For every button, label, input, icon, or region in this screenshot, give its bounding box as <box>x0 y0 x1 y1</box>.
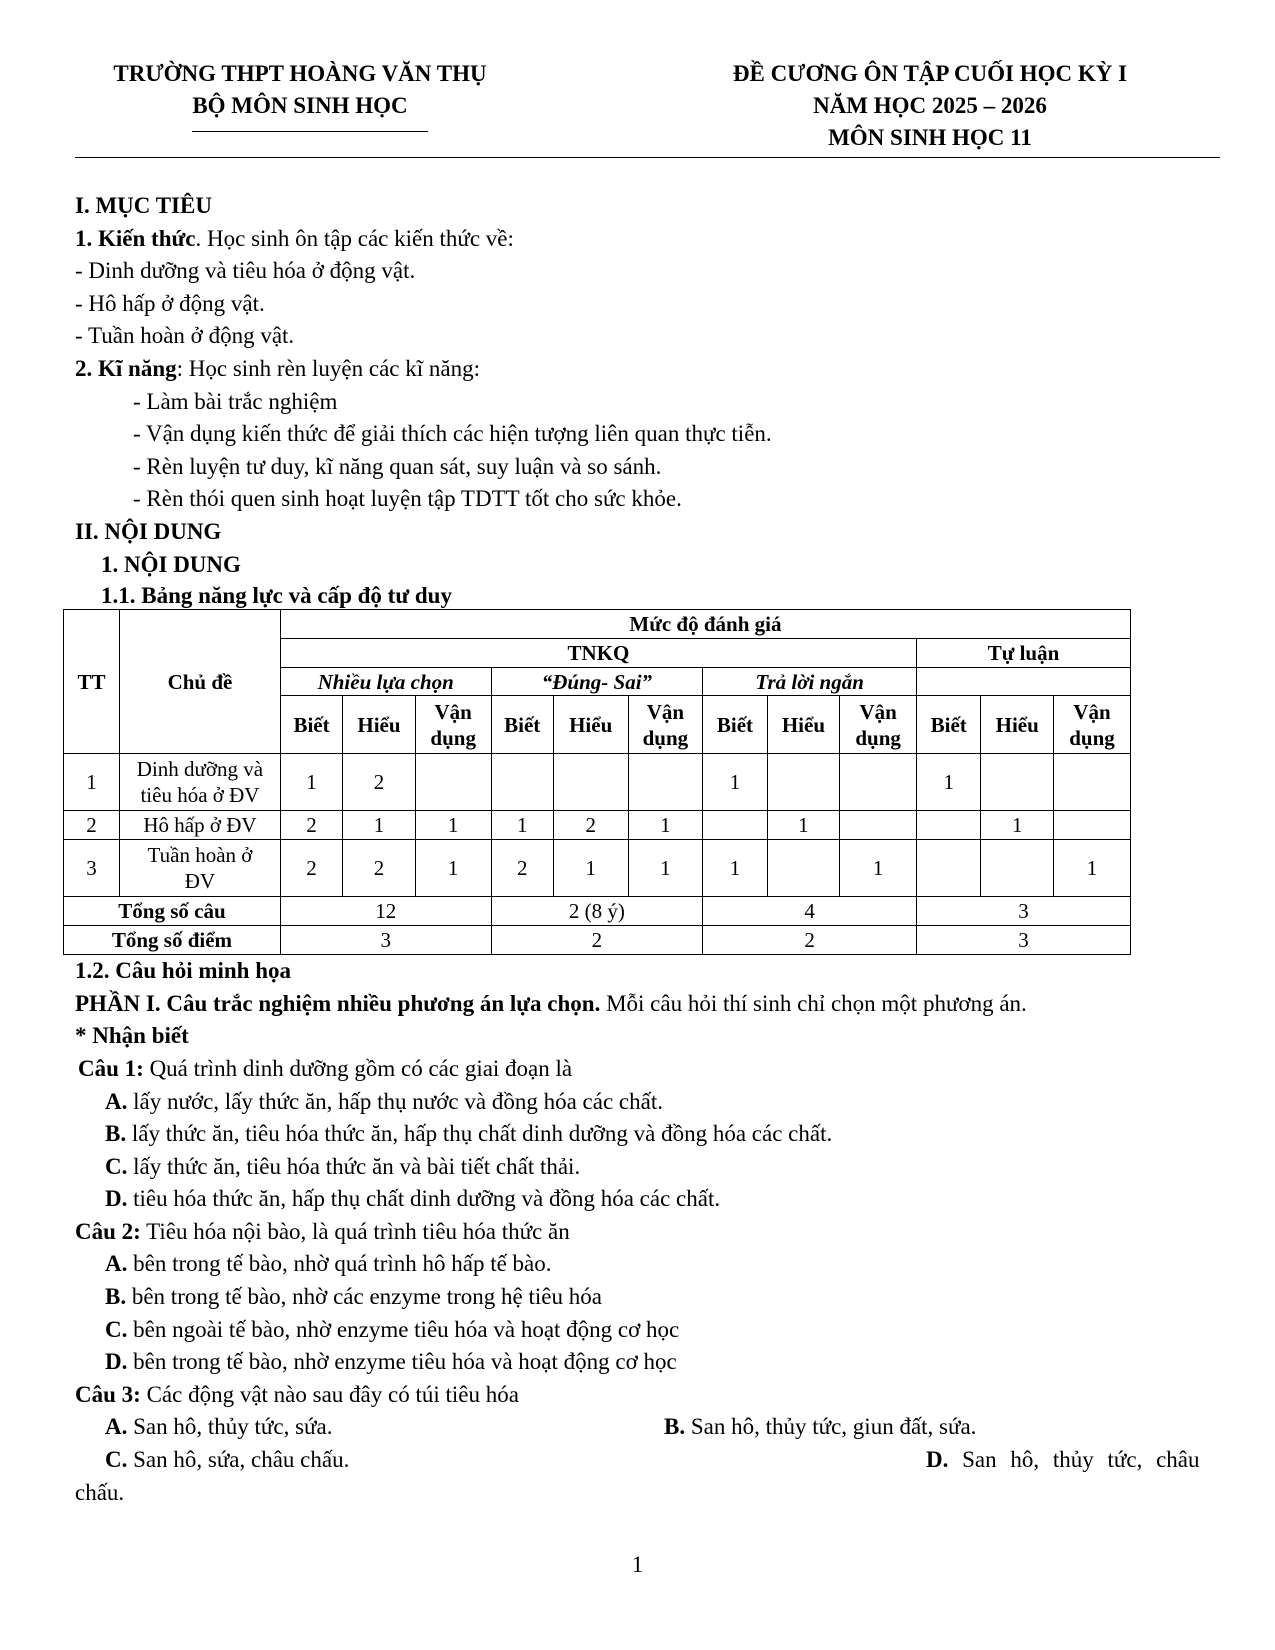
table-cell: 1 <box>917 754 981 811</box>
skills-item: - Làm bài trắc nghiệm <box>133 388 338 414</box>
table-cell <box>1054 754 1131 811</box>
row-topic: Hô hấp ở ĐV <box>120 811 281 840</box>
table-cell: 2 <box>280 840 342 897</box>
skills-item: - Rèn luyện tư duy, kĩ năng quan sát, suy luận và so sánh. <box>133 453 662 479</box>
knowledge-intro: 1. Kiến thức. Học sinh ôn tập các kiến thức về: <box>75 225 514 251</box>
answer-option: B. lấy thức ăn, tiêu hóa thức ăn, hấp thụ chất dinh dưỡng và đồng hóa các chất. <box>105 1121 833 1147</box>
skills-item: - Vận dụng kiến thức để giải thích các hiện tượng liên quan thực tiễn. <box>133 421 772 447</box>
table-cell: 1 <box>628 811 703 840</box>
answer-option: D. bên trong tế bào, nhờ enzyme tiêu hóa và hoạt động cơ học <box>105 1349 677 1375</box>
answer-option: D. San hô, thủy tức, châu <box>926 1447 1200 1473</box>
competency-table <box>63 609 1131 955</box>
table-cell: 1 <box>280 754 342 811</box>
answer-option: A. San hô, thủy tức, sứa. <box>105 1414 333 1440</box>
skills-item: - Rèn thói quen sinh hoạt luyện tập TDTT tốt cho sức khỏe. <box>133 486 682 512</box>
table-cell: 1 <box>628 840 703 897</box>
table-cell <box>917 811 981 840</box>
section-heading-content: II. NỘI DUNG <box>75 518 222 544</box>
type-true-false: “Đúng- Sai” <box>491 668 703 696</box>
table-cell: 1 <box>343 811 416 840</box>
answer-option: A. lấy nước, lấy thức ăn, hấp thụ nước và đồng hóa các chất. <box>105 1088 663 1114</box>
table-cell <box>981 840 1054 897</box>
knowledge-item: - Dinh dưỡng và tiêu hóa ở động vật. <box>75 258 416 284</box>
table-cell: 2 <box>491 840 553 897</box>
row-topic: Tuần hoàn ở ĐV <box>120 840 281 897</box>
school-header <box>75 58 525 122</box>
table-cell <box>491 754 553 811</box>
table-cell: 1 <box>703 840 767 897</box>
level-know: Biết <box>491 696 553 754</box>
answer-option: A. bên trong tế bào, nhờ quá trình hô hấp tế bào. <box>105 1251 552 1277</box>
level-understand: Hiểu <box>767 696 840 754</box>
type-mcq: Nhiều lựa chọn <box>280 668 491 696</box>
row-number: 2 <box>64 811 120 840</box>
part1-instructions: PHẦN I. Câu trắc nghiệm nhiều phương án lựa chọn. Mỗi câu hỏi thí sinh chỉ chọn một phương án. <box>75 990 1027 1016</box>
table-row <box>64 754 1131 811</box>
table-cell: 1 <box>415 811 491 840</box>
row-number: 1 <box>64 754 120 811</box>
table-cell: 1 <box>491 811 553 840</box>
table-cell: 1 <box>553 840 628 897</box>
level-know: Biết <box>280 696 342 754</box>
total-cell: 2 (8 ý) <box>491 897 703 926</box>
table-cell: 2 <box>343 754 416 811</box>
table-row <box>64 840 1131 897</box>
table-total-row <box>64 897 1131 926</box>
total-cell: 3 <box>280 926 491 955</box>
total-cell: 2 <box>703 926 917 955</box>
answer-option: C. San hô, sứa, châu chấu. <box>105 1447 350 1473</box>
table-cell: 1 <box>840 840 917 897</box>
total-questions-label: Tổng số câu <box>64 897 281 926</box>
recognize-heading: * Nhận biết <box>75 1023 189 1049</box>
page-number: 1 <box>631 1552 644 1577</box>
subsection-heading: 1. NỘI DUNG <box>101 551 241 577</box>
total-points-label: Tổng số điểm <box>64 926 281 955</box>
question-2: Câu 2: Tiêu hóa nội bào, là quá trình tiêu hóa thức ăn <box>75 1218 570 1244</box>
question-1: Câu 1: Quá trình dinh dưỡng gồm có các giai đoạn là <box>78 1055 573 1081</box>
level-know: Biết <box>703 696 767 754</box>
table-cell <box>1054 811 1131 840</box>
row-topic: Dinh dưỡng và tiêu hóa ở ĐV <box>120 754 281 811</box>
school-name: TRƯỜNG THPT HOÀNG VĂN THỤ <box>113 61 487 86</box>
level-understand: Hiểu <box>343 696 416 754</box>
level-know: Biết <box>917 696 981 754</box>
level-header: Mức độ đánh giá <box>280 610 1130 639</box>
answer-option-wrap: chấu. <box>75 1479 125 1505</box>
level-apply: Vận dụng <box>1054 696 1131 754</box>
table-cell <box>703 811 767 840</box>
document-title: ĐỀ CƯƠNG ÔN TẬP CUỐI HỌC KỲ I <box>732 61 1128 86</box>
department-name: BỘ MÔN SINH HỌC <box>192 93 408 118</box>
type-essay-empty <box>917 668 1131 696</box>
table-cell <box>628 754 703 811</box>
answer-option-row <box>75 1411 1205 1444</box>
level-understand: Hiểu <box>553 696 628 754</box>
table-cell <box>840 811 917 840</box>
total-cell: 2 <box>491 926 703 955</box>
table-cell: 1 <box>1054 840 1131 897</box>
section-heading-objectives: I. MỤC TIÊU <box>75 193 212 218</box>
skills-intro: 2. Kĩ năng: Học sinh rèn luyện các kĩ năng: <box>75 355 481 381</box>
table-cell <box>840 754 917 811</box>
tnkq-header: TNKQ <box>280 639 916 668</box>
table-total-row <box>64 926 1131 955</box>
knowledge-item: - Tuần hoàn ở động vật. <box>75 323 295 349</box>
table-cell <box>767 754 840 811</box>
row-number: 3 <box>64 840 120 897</box>
table-row <box>64 811 1131 840</box>
knowledge-item: - Hô hấp ở động vật. <box>75 290 265 316</box>
table-cell: 2 <box>343 840 416 897</box>
question-3: Câu 3: Các động vật nào sau đây có túi tiêu hóa <box>75 1381 519 1407</box>
document-body <box>75 190 1205 1509</box>
table-cell <box>917 840 981 897</box>
table-cell <box>553 754 628 811</box>
answer-option: C. lấy thức ăn, tiêu hóa thức ăn và bài tiết chất thải. <box>105 1153 581 1179</box>
type-short-answer: Trả lời ngắn <box>703 668 917 696</box>
department-underline <box>192 131 428 132</box>
col-header-tt: TT <box>64 610 120 754</box>
table-cell <box>767 840 840 897</box>
table-cell <box>981 754 1054 811</box>
level-understand: Hiểu <box>981 696 1054 754</box>
answer-option: D. tiêu hóa thức ăn, hấp thụ chất dinh dưỡng và đồng hóa các chất. <box>105 1186 721 1212</box>
table-cell: 1 <box>415 840 491 897</box>
total-cell: 4 <box>703 897 917 926</box>
answer-option: B. bên trong tế bào, nhờ các enzyme trong hệ tiêu hóa <box>105 1284 602 1310</box>
table-cell: 2 <box>280 811 342 840</box>
school-year: NĂM HỌC 2025 – 2026 <box>813 93 1047 118</box>
total-cell: 12 <box>280 897 491 926</box>
level-apply: Vận dụng <box>840 696 917 754</box>
total-cell: 3 <box>917 926 1131 955</box>
table-cell: 1 <box>703 754 767 811</box>
document-header <box>690 58 1170 154</box>
header-divider <box>75 157 1220 158</box>
table-cell: 2 <box>553 811 628 840</box>
total-cell: 3 <box>917 897 1131 926</box>
col-header-topic: Chủ đề <box>120 610 281 754</box>
answer-option: C. bên ngoài tế bào, nhờ enzyme tiêu hóa và hoạt động cơ học <box>105 1316 680 1342</box>
subsection-heading-table: 1.1. Bảng năng lực và cấp độ tư duy <box>101 583 452 609</box>
level-apply: Vận dụng <box>628 696 703 754</box>
answer-option-row <box>75 1444 1205 1477</box>
examples-heading: 1.2. Câu hỏi minh họa <box>75 958 292 984</box>
level-apply: Vận dụng <box>415 696 491 754</box>
answer-option: B. San hô, thủy tức, giun đất, sứa. <box>664 1414 977 1440</box>
subject-name: MÔN SINH HỌC 11 <box>828 125 1032 150</box>
table-cell <box>415 754 491 811</box>
essay-header: Tự luận <box>917 639 1131 668</box>
table-cell: 1 <box>767 811 840 840</box>
table-cell: 1 <box>981 811 1054 840</box>
